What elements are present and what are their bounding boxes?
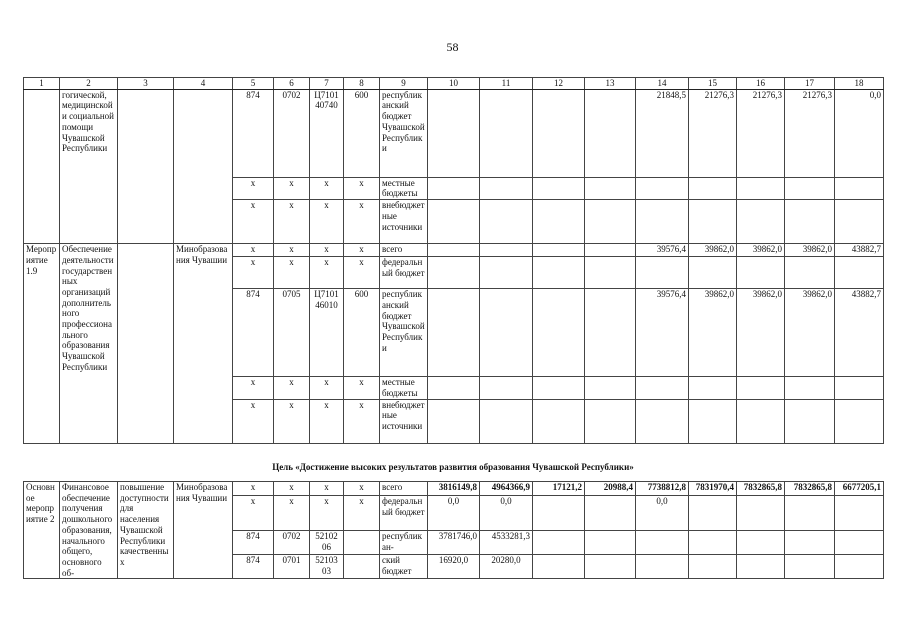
- col-header: 11: [480, 78, 533, 90]
- table-row: гогической, медицинской и социальной помощи Чувашской Республики 874 0702 Ц7101 40740 600 республиканский бюджет Чувашской Республики 21848,5 21276,3 21276,3 21276,3 0,0: [24, 89, 884, 177]
- measure-name: Обеспечение деятельности государственных организаций дополнительного профессионального образования Чувашской Республики: [60, 244, 118, 443]
- measure-goal: повышение доступности для населения Чувашской Республики качественных: [118, 482, 174, 579]
- executor: Минобразования Чувашии: [174, 482, 233, 579]
- header-row: [24, 78, 884, 90]
- table-row: Мероприятие 1.9 Обеспечение деятельности государственных организаций дополнительного профессионального образования Чувашской Республики Минобразования Чувашии x x x x всего 39576,4 39862,0 39862,0 39862,0 43882,7: [24, 244, 884, 257]
- col-header: 16: [737, 78, 785, 90]
- col-header: 6: [274, 78, 310, 90]
- col-header: 4: [174, 78, 233, 90]
- col-header: 1: [24, 78, 60, 90]
- table-row: x x x x внебюджетные источники: [24, 399, 884, 443]
- col-header: 7: [310, 78, 344, 90]
- col-header: 9: [380, 78, 428, 90]
- measure-name: Финансовое обеспечение получения дошкольного образования, начального общего, основного об-: [60, 482, 118, 579]
- col-header: 2: [60, 78, 118, 90]
- budget-table-upper: [23, 77, 884, 444]
- table-row: x x x x местные бюджеты: [24, 377, 884, 399]
- col-header: 13: [585, 78, 636, 90]
- col-header: 3: [118, 78, 174, 90]
- budget-table-lower: [23, 481, 884, 579]
- executor: Минобразования Чувашии: [174, 244, 233, 443]
- table-row: x x x x внебюджетные источники: [24, 200, 884, 244]
- table-row: x x x x федеральный бюджет: [24, 257, 884, 289]
- table-row: x x x x местные бюджеты: [24, 177, 884, 199]
- goal-title: Цель «Достижение высоких результатов развития образования Чувашской Республики»: [272, 462, 634, 472]
- table-row: x x x x федеральный бюджет 0,0 0,0 0,0: [24, 495, 884, 530]
- col-header: 15: [689, 78, 737, 90]
- measure-number: Мероприятие 1.9: [24, 244, 60, 443]
- table-row: 874 0701 52103 03 ский бюджет 16920,0 20280,0: [24, 555, 884, 579]
- measure-number: Основное мероприятие 2: [24, 482, 60, 579]
- col-header: 17: [785, 78, 835, 90]
- col-header: 18: [835, 78, 884, 90]
- col-header: 10: [428, 78, 480, 90]
- col-header: 5: [233, 78, 274, 90]
- measure-name: гогической, медицинской и социальной помощи Чувашской Республики: [60, 89, 118, 243]
- col-header: 14: [636, 78, 689, 90]
- table-row: 874 0702 52102 06 республикан- 3781746,0 4533281,3: [24, 531, 884, 555]
- page-number: 58: [446, 40, 459, 54]
- col-header: 8: [344, 78, 380, 90]
- table-row: Основное мероприятие 2 Финансовое обеспечение получения дошкольного образования, начального общего, основного об- повышение доступности для населения Чувашской Республики качественных Минобразования Чувашии x x x x всего 3816149,8 4964366,9 17121,2 20988,4 7738812,8 7831970,4 7832865,8 7832865,8 6677205,1: [24, 482, 884, 496]
- col-header: 12: [533, 78, 585, 90]
- table-row: 874 0705 Ц7101 46010 600 республиканский бюджет Чувашской Республики 39576,4 39862,0 39862,0 39862,0 43882,7: [24, 289, 884, 377]
